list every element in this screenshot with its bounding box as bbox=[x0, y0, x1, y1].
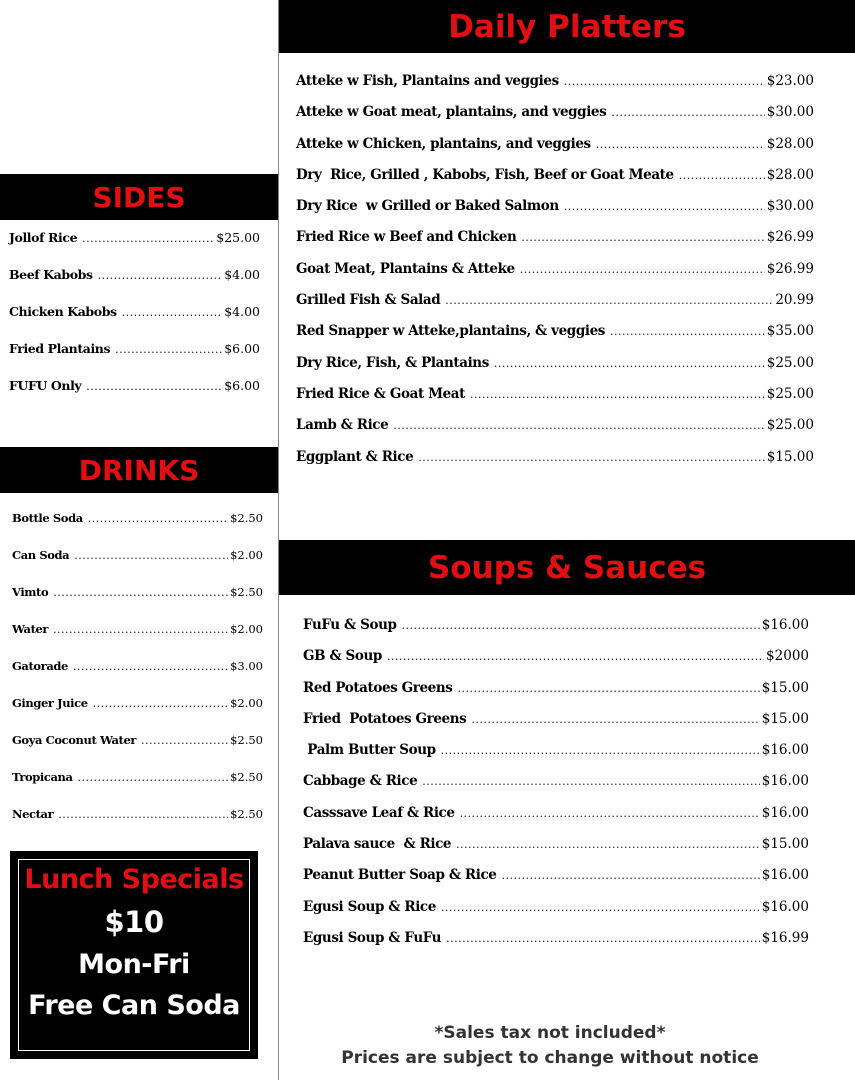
lunch-specials-price: $10 bbox=[104, 905, 164, 939]
menu-item bbox=[303, 805, 809, 836]
menu-item bbox=[303, 899, 809, 930]
menu-item-name: Egusi Soup & Rice bbox=[303, 898, 436, 915]
menu-item bbox=[12, 733, 263, 770]
dot-leader bbox=[53, 586, 228, 599]
menu-item-price: $16.00 bbox=[761, 617, 809, 633]
menu-item bbox=[296, 198, 814, 229]
menu-item-price: $25.00 bbox=[766, 354, 814, 371]
menu-item-name: Goya Coconut Water bbox=[12, 733, 137, 747]
menu-item-price: $2.50 bbox=[230, 770, 263, 784]
menu-item-name: Fried Rice & Goat Meat bbox=[296, 385, 465, 402]
sides-banner bbox=[0, 174, 278, 220]
menu-item-name: FuFu & Soup bbox=[303, 617, 397, 633]
menu-item-price: $2.00 bbox=[230, 622, 263, 636]
menu-item-name: Red Potatoes Greens bbox=[303, 679, 453, 696]
menu-item-price: $2000 bbox=[766, 648, 809, 665]
dot-leader bbox=[387, 650, 764, 663]
menu-item-name: Cabbage & Rice bbox=[303, 773, 418, 790]
dot-leader bbox=[58, 808, 228, 821]
menu-item bbox=[9, 341, 260, 378]
menu-item bbox=[303, 648, 809, 679]
price-change-note: Prices are subject to change without notice bbox=[341, 1048, 759, 1068]
dot-leader bbox=[611, 106, 764, 119]
menu-item bbox=[296, 449, 814, 480]
menu-item bbox=[303, 773, 809, 804]
menu-item-price: $6.00 bbox=[224, 378, 260, 393]
dot-leader bbox=[494, 357, 765, 370]
dot-leader bbox=[470, 388, 765, 401]
menu-item bbox=[9, 267, 260, 304]
dot-leader bbox=[445, 294, 773, 307]
dot-leader bbox=[441, 744, 760, 757]
menu-item-name: Gatorade bbox=[12, 659, 68, 673]
menu-item-price: $26.99 bbox=[766, 229, 814, 246]
menu-item bbox=[296, 323, 814, 354]
menu-item bbox=[296, 167, 814, 198]
menu-item-name: Nectar bbox=[12, 807, 54, 821]
lunch-specials-box bbox=[10, 851, 258, 1059]
dot-leader bbox=[521, 231, 764, 244]
dot-leader bbox=[458, 682, 760, 695]
menu-item bbox=[296, 104, 814, 135]
menu-item bbox=[9, 304, 260, 341]
menu-item-name: Palava sauce & Rice bbox=[303, 836, 452, 853]
drinks-list bbox=[12, 511, 263, 844]
menu-item-price: $25.00 bbox=[766, 417, 814, 434]
menu-item-price: $3.00 bbox=[230, 659, 263, 673]
menu-item bbox=[12, 511, 263, 548]
menu-item-name: Goat Meat, Plantains & Atteke bbox=[296, 260, 515, 277]
dot-leader bbox=[78, 771, 229, 784]
menu-item-name: Egusi Soup & FuFu bbox=[303, 929, 442, 946]
menu-item-price: $4.00 bbox=[224, 267, 260, 282]
menu-item-name: Jollof Rice bbox=[9, 230, 78, 245]
menu-item-name: Water bbox=[12, 622, 49, 636]
menu-item-name: Beef Kabobs bbox=[9, 267, 93, 282]
dot-leader bbox=[402, 619, 760, 632]
tax-note: *Sales tax not included* bbox=[434, 1023, 666, 1043]
menu-item-price: $25.00 bbox=[766, 385, 814, 402]
menu-item-name: Casssave Leaf & Rice bbox=[303, 804, 455, 821]
menu-item-price: $2.50 bbox=[230, 733, 263, 747]
menu-item-price: $2.00 bbox=[230, 696, 263, 710]
platters-list bbox=[296, 73, 814, 480]
dot-leader bbox=[88, 512, 228, 525]
menu-item-price: $4.00 bbox=[224, 304, 260, 319]
dot-leader bbox=[418, 451, 764, 464]
dot-leader bbox=[74, 549, 228, 562]
dot-leader bbox=[53, 623, 228, 636]
menu-item-name: Dry Rice w Grilled or Baked Salmon bbox=[296, 198, 559, 215]
menu-item bbox=[12, 548, 263, 585]
dot-leader bbox=[520, 263, 765, 276]
lunch-specials-frame bbox=[18, 859, 250, 1051]
menu-item-price: $16.00 bbox=[761, 898, 809, 915]
menu-item-price: $23.00 bbox=[766, 73, 814, 89]
dot-leader bbox=[456, 838, 760, 851]
menu-item-name: Fried Plantains bbox=[9, 341, 111, 356]
menu-item bbox=[12, 807, 263, 844]
menu-item bbox=[296, 417, 814, 448]
menu-item-name: Grilled Fish & Salad bbox=[296, 292, 441, 309]
soups-list bbox=[303, 617, 809, 961]
lunch-specials-title: Lunch Specials bbox=[24, 864, 244, 895]
menu-item-name: Atteke w Goat meat, plantains, and veggies bbox=[296, 104, 607, 121]
lunch-specials-days: Mon-Fri bbox=[78, 949, 190, 980]
menu-item-name: Chicken Kabobs bbox=[9, 304, 117, 319]
dot-leader bbox=[422, 775, 759, 788]
menu-item-price: $16.00 bbox=[761, 804, 809, 821]
menu-item-price: $28.00 bbox=[766, 166, 814, 183]
dot-leader bbox=[564, 75, 765, 88]
lunch-specials-extra: Free Can Soda bbox=[28, 990, 240, 1021]
menu-item-price: $35.00 bbox=[766, 323, 814, 340]
dot-leader bbox=[679, 169, 765, 182]
menu-item bbox=[296, 136, 814, 167]
platters-title: Daily Platters bbox=[448, 8, 686, 45]
menu-item-price: $26.99 bbox=[766, 260, 814, 277]
menu-item-price: $30.00 bbox=[766, 198, 814, 215]
menu-item bbox=[12, 696, 263, 733]
menu-item-name: Peanut Butter Soap & Rice bbox=[303, 867, 497, 884]
menu-item-price: $16.99 bbox=[761, 929, 809, 946]
sides-title: SIDES bbox=[92, 180, 186, 214]
menu-item-price: $2.50 bbox=[230, 585, 263, 599]
menu-item bbox=[296, 73, 814, 104]
menu-item bbox=[12, 585, 263, 622]
menu-item bbox=[303, 742, 809, 773]
drinks-banner bbox=[0, 447, 278, 493]
menu-item-name: GB & Soup bbox=[303, 648, 382, 665]
menu-item-name: Vimto bbox=[12, 585, 49, 599]
dot-leader bbox=[564, 200, 765, 213]
drinks-title: DRINKS bbox=[78, 453, 200, 487]
menu-item-name: Tropicana bbox=[12, 770, 73, 784]
menu-item-name: FUFU Only bbox=[9, 378, 82, 393]
menu-item bbox=[303, 836, 809, 867]
menu-item-name: Red Snapper w Atteke,plantains, & veggies bbox=[296, 323, 605, 340]
menu-item bbox=[303, 930, 809, 961]
menu-item-price: $15.00 bbox=[761, 710, 809, 727]
menu-item bbox=[296, 261, 814, 292]
dot-leader bbox=[446, 932, 760, 945]
dot-leader bbox=[73, 660, 228, 673]
menu-item-name: Dry Rice, Grilled , Kabobs, Fish, Beef or Goat Meate bbox=[296, 166, 674, 183]
menu-item-price: 20.99 bbox=[775, 292, 814, 309]
menu-item-name: Lamb & Rice bbox=[296, 417, 389, 434]
menu-item bbox=[12, 770, 263, 807]
menu-item bbox=[9, 230, 260, 267]
menu-item-price: $2.50 bbox=[230, 807, 263, 821]
dot-leader bbox=[441, 901, 760, 914]
menu-item bbox=[12, 622, 263, 659]
menu-item bbox=[296, 229, 814, 260]
platters-banner bbox=[279, 0, 855, 53]
menu-item-name: Dry Rice, Fish, & Plantains bbox=[296, 354, 489, 371]
dot-leader bbox=[98, 269, 223, 282]
menu-item bbox=[12, 659, 263, 696]
dot-leader bbox=[610, 325, 765, 338]
dot-leader bbox=[82, 232, 214, 245]
menu-item bbox=[303, 867, 809, 898]
menu-item-price: $16.00 bbox=[761, 867, 809, 884]
dot-leader bbox=[471, 713, 759, 726]
menu-item-price: $15.00 bbox=[761, 836, 809, 853]
menu-item bbox=[9, 378, 260, 415]
menu-item-name: Eggplant & Rice bbox=[296, 448, 414, 465]
dot-leader bbox=[460, 807, 760, 820]
menu-item bbox=[303, 711, 809, 742]
menu-item-name: Atteke w Fish, Plantains and veggies bbox=[296, 73, 559, 89]
soups-title: Soups & Sauces bbox=[427, 549, 707, 586]
menu-item-name: Ginger Juice bbox=[12, 696, 88, 710]
dot-leader bbox=[122, 306, 223, 319]
menu-item-price: $16.00 bbox=[761, 742, 809, 759]
menu-item-price: $2.00 bbox=[230, 548, 263, 562]
menu-item-price: $15.00 bbox=[766, 448, 814, 465]
menu-item-price: $16.00 bbox=[761, 773, 809, 790]
dot-leader bbox=[93, 697, 228, 710]
menu-item-price: $6.00 bbox=[224, 341, 260, 356]
menu-item bbox=[296, 386, 814, 417]
menu-item bbox=[296, 292, 814, 323]
menu-item-name: Bottle Soda bbox=[12, 511, 83, 525]
menu-item-name: Palm Butter Soup bbox=[303, 742, 436, 759]
dot-leader bbox=[393, 419, 764, 432]
menu-item bbox=[296, 355, 814, 386]
dot-leader bbox=[115, 343, 222, 356]
sides-list bbox=[9, 230, 260, 415]
menu-item-name: Fried Potatoes Greens bbox=[303, 710, 467, 727]
soups-banner bbox=[279, 540, 855, 595]
dot-leader bbox=[141, 734, 228, 747]
menu-item-name: Fried Rice w Beef and Chicken bbox=[296, 229, 517, 246]
menu-item bbox=[303, 680, 809, 711]
menu-item-price: $28.00 bbox=[766, 135, 814, 152]
menu-item-price: $25.00 bbox=[216, 230, 260, 245]
menu-item-price: $30.00 bbox=[766, 104, 814, 121]
menu-item bbox=[303, 617, 809, 648]
menu-item-price: $15.00 bbox=[761, 679, 809, 696]
dot-leader bbox=[86, 380, 222, 393]
menu-item-name: Atteke w Chicken, plantains, and veggies bbox=[296, 135, 591, 152]
dot-leader bbox=[596, 138, 765, 151]
menu-item-price: $2.50 bbox=[230, 511, 263, 525]
menu-item-name: Can Soda bbox=[12, 548, 70, 562]
dot-leader bbox=[501, 869, 759, 882]
